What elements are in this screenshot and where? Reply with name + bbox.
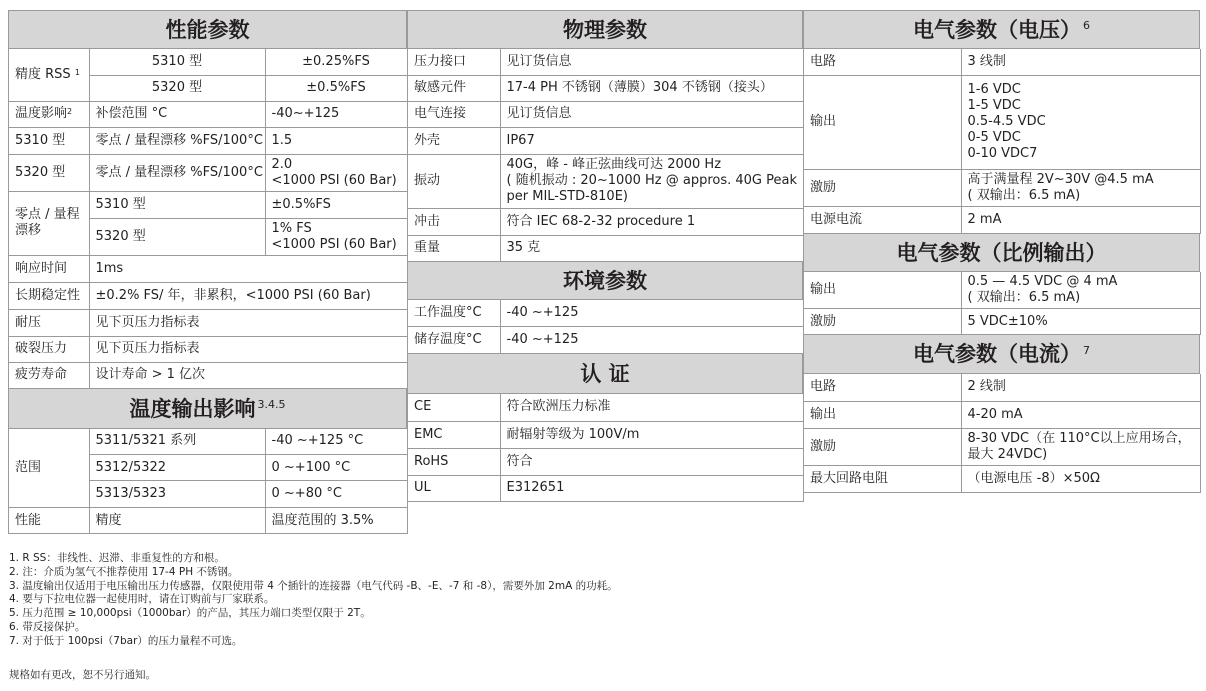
ul-value: E312651: [500, 475, 803, 501]
m5310-label: 5310 型: [9, 127, 89, 154]
op-temp-value: -40 ~+125: [500, 300, 803, 327]
footnote: 4. 要与下拉电位器一起使用时，请在订购前与厂家联系。: [9, 593, 275, 606]
volt-output-label: 输出: [804, 75, 961, 169]
ratio-excitation-value: 5 VDC±10%: [961, 309, 1200, 335]
drift-label: 零点 / 量程 漂移: [9, 191, 89, 255]
sensor-value: 17-4 PH 不锈钢（薄膜）304 不锈钢（接头）: [500, 75, 803, 101]
electrical-column: [803, 10, 1200, 493]
drift-5320-model: 5320 型: [89, 218, 265, 255]
ul-label: UL: [408, 475, 500, 501]
loop-resistance-label: 最大回路电阻: [804, 465, 961, 492]
comp-range-value: -40~+125: [265, 101, 407, 127]
ratio-excitation-label: 激励: [804, 309, 961, 335]
performance-table: [9, 49, 408, 389]
housing-value: IP67: [500, 127, 803, 154]
sensor-label: 敏感元件: [408, 75, 500, 101]
rohs-value: 符合: [500, 448, 803, 475]
ratiometric-heading: 电气参数（比例输出）: [804, 234, 1200, 272]
m5320-value: 2.0 <1000 PSI (60 Bar): [265, 154, 407, 191]
performance-heading: 性能参数: [9, 11, 407, 49]
supply-current-value: 2 mA: [961, 206, 1200, 233]
storage-temp-label: 储存温度°C: [408, 327, 500, 354]
emc-label: EMC: [408, 421, 500, 448]
volt-circuit-label: 电路: [804, 49, 961, 75]
electrical-conn-label: 电气连接: [408, 101, 500, 127]
proof-value: 见下页压力指标表: [89, 309, 407, 336]
stability-value: ±0.2% FS/ 年，非累积，<1000 PSI (60 Bar): [89, 282, 407, 309]
perf-label: 性能: [9, 508, 89, 534]
stability-label: 长期稳定性: [9, 282, 89, 309]
physical-heading: 物理参数: [408, 11, 803, 49]
ce-value: 符合欧洲压力标准: [500, 394, 803, 421]
volt-excitation-label: 激励: [804, 169, 961, 206]
certification-table: [408, 394, 804, 502]
footnote: 1. R SS：非线性、迟滞、非重复性的方和根。: [9, 552, 225, 564]
footnotes: [9, 552, 618, 649]
volt-circuit-value: 3 线制: [961, 49, 1200, 75]
port-value: 见订货信息: [500, 49, 803, 75]
ratio-output-label: 输出: [804, 272, 961, 309]
vibration-label: 振动: [408, 154, 500, 208]
accuracy-value-2: 温度范围的 3.5%: [265, 508, 407, 534]
temp-output-table: [9, 429, 408, 535]
accuracy-label-2: 精度: [89, 508, 265, 534]
weight-label: 重量: [408, 235, 500, 261]
burst-label: 破裂压力: [9, 336, 89, 362]
environment-heading: 环境参数: [408, 262, 803, 300]
voltage-table: [804, 49, 1201, 234]
range-series-3: 5313/5323: [89, 481, 265, 508]
footnote: 6. 带反接保护。: [9, 620, 86, 633]
acc-5310-model: 5310 型: [89, 49, 265, 75]
range-series-2: 5312/5322: [89, 455, 265, 481]
proof-label: 耐压: [9, 309, 89, 336]
footnote: 3. 温度输出仅适用于电压输出压力传感器，仅限使用带 4 个插针的连接器（电气代码 -B、-E、-7 和 -8），需要外加 2mA 的功耗。: [9, 579, 618, 592]
curr-excitation-value: 8-30 VDC（在 110°C以上应用场合， 最大 24VDC): [961, 428, 1200, 465]
voltage-heading: 电气参数（电压） $^6$: [804, 11, 1200, 49]
rohs-label: RoHS: [408, 448, 500, 475]
current-heading: 电气参数（电流） $^7$: [804, 335, 1200, 374]
physical-table: [408, 49, 804, 262]
curr-excitation-label: 激励: [804, 428, 961, 465]
fatigue-value: 设计寿命 > 1 亿次: [89, 362, 407, 388]
range-value-3: 0 ~+80 °C: [265, 481, 407, 508]
accuracy-label: 精度 RSS $^1$: [9, 49, 89, 101]
emc-value: 耐辐射等级为 100V/m: [500, 421, 803, 448]
m5310-desc: 零点 / 量程漂移 %FS/100°C: [89, 127, 265, 154]
curr-circuit-label: 电路: [804, 374, 961, 401]
volt-output-value: 1-6 VDC 1-5 VDC 0.5-4.5 VDC 0-5 VDC 0-10 VDC7: [961, 75, 1200, 169]
comp-range-label: 补偿范围 °C: [89, 101, 265, 127]
curr-circuit-value: 2 线制: [961, 374, 1200, 401]
performance-column: [8, 10, 407, 534]
storage-temp-value: -40 ~+125: [500, 327, 803, 354]
response-label: 响应时间: [9, 255, 89, 282]
curr-output-value: 4-20 mA: [961, 401, 1200, 428]
footnote: 2. 注：介质为氢气不推荐使用 17-4 PH 不锈钢。: [9, 565, 239, 578]
acc-5310-value: ±0.25%FS: [265, 49, 407, 75]
footnote: 5. 压力范围 ≥ 10,000psi（1000bar）的产品，其压力端口类型仅限于 2T。: [9, 607, 371, 620]
temp-output-heading: 温度输出影响 $^{3.4.5}$: [9, 389, 407, 429]
weight-value: 35 克: [500, 235, 803, 261]
m5320-label: 5320 型: [9, 154, 89, 191]
range-value-2: 0 ~+100 °C: [265, 455, 407, 481]
op-temp-label: 工作温度°C: [408, 300, 500, 327]
temp-effect-label: 温度影响$^2$: [9, 101, 89, 127]
physical-column: [407, 10, 803, 502]
drift-5320-value: 1% FS <1000 PSI (60 Bar): [265, 218, 407, 255]
m5320-desc: 零点 / 量程漂移 %FS/100°C: [89, 154, 265, 191]
curr-output-label: 输出: [804, 401, 961, 428]
shock-label: 冲击: [408, 208, 500, 235]
ratiometric-table: [804, 272, 1201, 336]
volt-excitation-value: 高于满量程 2V~30V @4.5 mA ( 双输出：6.5 mA): [961, 169, 1200, 206]
response-value: 1ms: [89, 255, 407, 282]
ce-label: CE: [408, 394, 500, 421]
acc-5320-value: ±0.5%FS: [265, 75, 407, 101]
change-notice: 规格如有更改，恕不另行通知。: [9, 669, 156, 681]
m5310-value: 1.5: [265, 127, 407, 154]
housing-label: 外壳: [408, 127, 500, 154]
current-table: [804, 374, 1201, 493]
footnote: 7. 对于低于 100psi（7bar）的压力量程不可选。: [9, 634, 243, 647]
drift-5310-model: 5310 型: [89, 191, 265, 218]
fatigue-label: 疲劳寿命: [9, 362, 89, 388]
environment-table: [408, 300, 804, 355]
vibration-value: 40G，峰 - 峰正弦曲线可达 2000 Hz ( 随机振动 : 20~1000 Hz @ appros. 40G Peak per MIL-STD-810E): [500, 154, 803, 208]
supply-current-label: 电源电流: [804, 206, 961, 233]
range-label: 范围: [9, 429, 89, 508]
certification-heading: 认 证: [408, 354, 803, 394]
burst-value: 见下页压力指标表: [89, 336, 407, 362]
port-label: 压力接口: [408, 49, 500, 75]
loop-resistance-value: （电源电压 -8）×50Ω: [961, 465, 1200, 492]
shock-value: 符合 IEC 68-2-32 procedure 1: [500, 208, 803, 235]
drift-5310-value: ±0.5%FS: [265, 191, 407, 218]
range-series-1: 5311/5321 系列: [89, 429, 265, 455]
acc-5320-model: 5320 型: [89, 75, 265, 101]
electrical-conn-value: 见订货信息: [500, 101, 803, 127]
ratio-output-value: 0.5 — 4.5 VDC @ 4 mA ( 双输出：6.5 mA): [961, 272, 1200, 309]
range-value-1: -40 ~+125 °C: [265, 429, 407, 455]
